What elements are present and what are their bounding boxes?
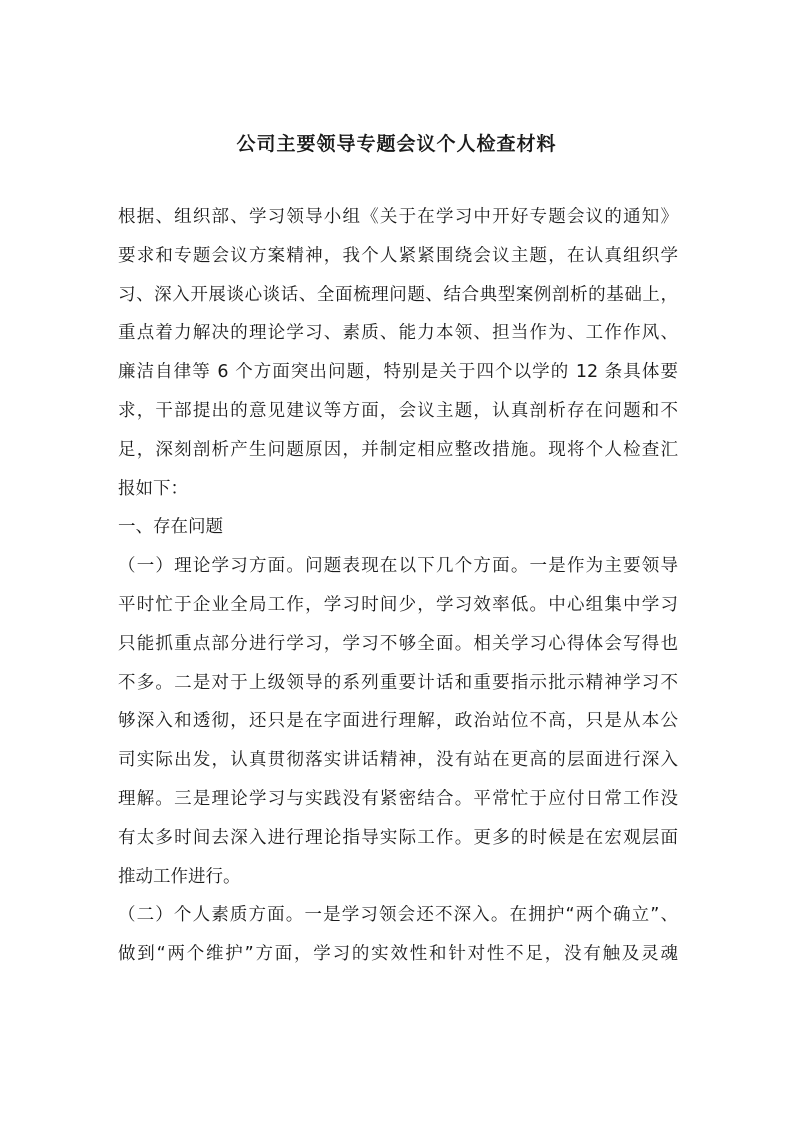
body-text-line: 平时忙于企业全局工作，学习时间少，学习效率低。中心组集中学习 [118,595,678,615]
body-text-line: 习、深入开展谈心谈话、全面梳理问题、结合典型案例剖析的基础上， [118,284,678,305]
body-text-line: 足，深刻剖析产生问题原因，并制定相应整改措施。现将个人检查汇 [118,439,678,460]
body-text-line: 廉洁自律等 6 个方面突出问题，特别是关于四个以学的 12 条具体要 [118,362,678,383]
body-text-line: 有太多时间去深入进行理论指导实际工作。更多的时候是在宏观层面 [118,827,678,848]
body-text-line: 根据、组织部、学习领导小组《关于在学习中开好专题会议的通知》 [118,207,678,227]
body-text-line: 理解。三是理论学习与实践没有紧密结合。平常忙于应付日常工作没 [118,789,678,809]
body-text-line: 司实际出发，认真贯彻落实讲话精神，没有站在更高的层面进行深入 [118,750,678,771]
body-text-line: 报如下： [118,478,188,499]
body-text-line: （二）个人素质方面。一是学习领会还不深入。在拥护“两个确立”、 [118,905,678,926]
body-text-line: 一、存在问题 [118,517,223,538]
body-text-line: 够深入和透彻，还只是在字面进行理解，政治站位不高，只是从本公 [118,711,678,732]
document-title: 公司主要领导专题会议个人检查材料 [236,133,557,155]
body-text-line: 做到“两个维护”方面，学习的实效性和针对性不足，没有触及灵魂 [118,944,678,965]
body-text-line: （一）理论学习方面。问题表现在以下几个方面。一是作为主要领导 [118,556,678,577]
body-text-line: 求，干部提出的意见建议等方面，会议主题，认真剖析存在问题和不 [118,401,678,421]
body-text-line: 推动工作进行。 [118,866,241,887]
body-text-line: 不多。二是对于上级领导的系列重要计话和重要指示批示精神学习不 [118,672,678,693]
body-text-line: 只能抓重点部分进行学习，学习不够全面。相关学习心得体会写得也 [118,633,678,654]
body-text-line: 重点着力解决的理论学习、素质、能力本领、担当作为、工作作风、 [118,323,678,344]
body-text-line: 要求和专题会议方案精神，我个人紧紧围绕会议主题，在认真组织学 [118,245,678,266]
